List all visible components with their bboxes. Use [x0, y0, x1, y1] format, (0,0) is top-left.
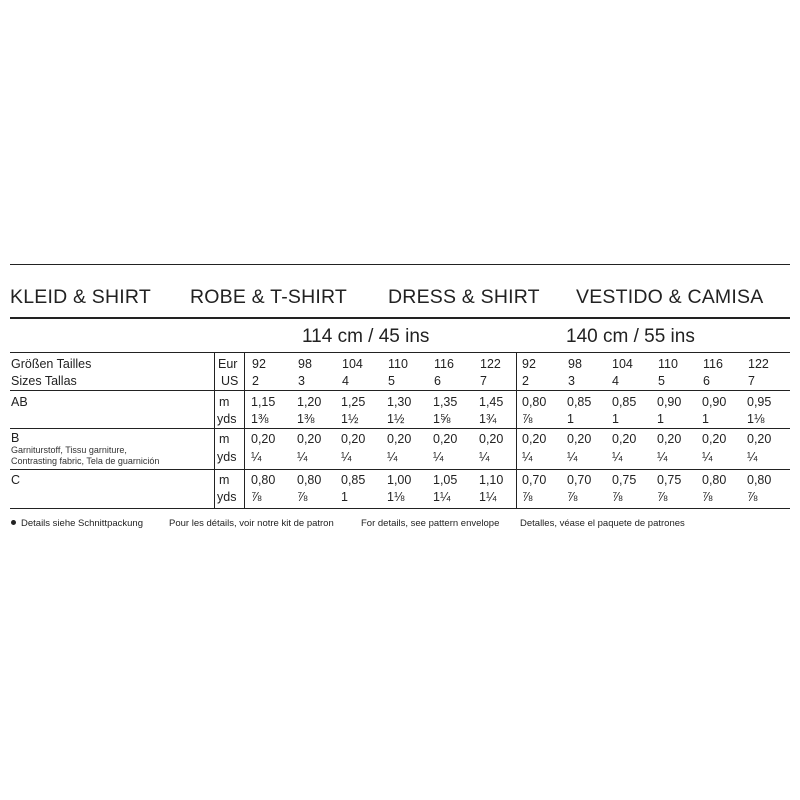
size-label-line2: Sizes Tallas [11, 374, 77, 388]
title-english: DRESS & SHIRT [388, 286, 540, 308]
size-us: 6 [434, 374, 441, 388]
yardage-yds: 1½ [341, 412, 359, 426]
sizes-rule [10, 390, 790, 391]
yardage-m: 0,85 [567, 395, 592, 409]
yardage-m: 1,10 [479, 473, 504, 487]
size-us: 6 [703, 374, 710, 388]
eur-label: Eur [218, 357, 238, 371]
size-eur: 122 [748, 357, 769, 371]
yardage-m: 0,20 [433, 432, 458, 446]
size-eur: 104 [342, 357, 363, 371]
size-eur: 116 [703, 357, 723, 371]
yardage-yds: ¼ [387, 450, 398, 464]
yardage-yds: ¼ [297, 450, 308, 464]
row-sublabel: Contrasting fabric, Tela de guarnición [11, 456, 160, 466]
yardage-yds: ⅞ [657, 490, 668, 504]
yardage-m: 0,80 [747, 473, 772, 487]
yardage-yds: ⅞ [251, 490, 262, 504]
yardage-yds: 1¼ [479, 490, 497, 504]
unit-column-divider [214, 352, 215, 508]
unit-yds: yds [217, 490, 237, 504]
yardage-yds: 1¼ [433, 490, 451, 504]
size-eur: 98 [298, 357, 312, 371]
yardage-yds: 1⅝ [433, 412, 451, 426]
size-us: 7 [480, 374, 487, 388]
size-eur: 110 [658, 357, 678, 371]
row-label: B [11, 431, 20, 445]
yardage-yds: 1½ [387, 412, 405, 426]
row-label: AB [11, 395, 28, 409]
size-eur: 92 [252, 357, 266, 371]
yardage-yds: 1 [567, 412, 574, 426]
yardage-yds: 1 [657, 412, 664, 426]
yardage-m: 0,85 [612, 395, 637, 409]
row-label: C [11, 473, 21, 487]
yardage-yds: ¼ [747, 450, 758, 464]
width-group-divider [516, 352, 517, 508]
footnote-french: Pour les détails, voir notre kit de patron [169, 518, 334, 529]
title-underline [10, 317, 790, 319]
yardage-m: 0,70 [567, 473, 592, 487]
footnote-spanish: Detalles, véase el paquete de patrones [520, 518, 685, 529]
yardage-yds: ⅞ [567, 490, 578, 504]
yardage-yds: ¼ [341, 450, 352, 464]
size-us: 4 [342, 374, 349, 388]
size-us: 7 [748, 374, 755, 388]
yardage-m: 1,25 [341, 395, 366, 409]
size-eur: 98 [568, 357, 582, 371]
bullet-icon [11, 520, 16, 525]
yardage-m: 0,95 [747, 395, 772, 409]
yardage-m: 0,20 [612, 432, 637, 446]
size-start-divider [244, 352, 245, 508]
size-us: 2 [252, 374, 259, 388]
yardage-yds: 1⅛ [747, 412, 765, 426]
yardage-m: 0,20 [479, 432, 504, 446]
yardage-yds: ⅞ [747, 490, 758, 504]
yardage-yds: ¼ [612, 450, 623, 464]
size-us: 2 [522, 374, 529, 388]
yardage-m: 0,80 [522, 395, 547, 409]
width-114-header: 114 cm / 45 ins [302, 326, 430, 347]
unit-m: m [219, 395, 230, 409]
top-rule [10, 264, 790, 265]
yardage-m: 1,45 [479, 395, 504, 409]
yardage-m: 0,20 [747, 432, 772, 446]
footnote-english: For details, see pattern envelope [361, 518, 500, 529]
yardage-yds: 1 [702, 412, 709, 426]
row-b-rule [10, 469, 790, 470]
yardage-m: 1,05 [433, 473, 458, 487]
yardage-yds: ⅞ [522, 490, 533, 504]
yardage-m: 0,20 [387, 432, 412, 446]
yardage-yds: ¼ [522, 450, 533, 464]
yardage-m: 1,00 [387, 473, 412, 487]
yardage-yds: ¼ [567, 450, 578, 464]
yardage-m: 0,80 [297, 473, 322, 487]
size-label-line1: Größen Tailles [11, 357, 92, 371]
footnote-german: Details siehe Schnittpackung [21, 518, 143, 529]
yardage-yds: ⅞ [522, 412, 533, 426]
size-us: 5 [658, 374, 665, 388]
yardage-m: 0,20 [657, 432, 682, 446]
yardage-m: 0,80 [251, 473, 276, 487]
yardage-m: 0,70 [522, 473, 547, 487]
yardage-m: 0,90 [702, 395, 727, 409]
unit-yds: yds [217, 450, 237, 464]
size-us: 3 [298, 374, 305, 388]
us-label: US [221, 374, 239, 388]
width-header-rule [10, 352, 790, 353]
yardage-yds: ¼ [657, 450, 668, 464]
title-german: KLEID & SHIRT [10, 286, 151, 308]
row-ab-rule [10, 428, 790, 429]
yardage-yds: ¼ [702, 450, 713, 464]
size-eur: 104 [612, 357, 633, 371]
yardage-yds: 1⅜ [297, 412, 315, 426]
size-eur: 92 [522, 357, 536, 371]
unit-m: m [219, 473, 230, 487]
yardage-yds: 1⅛ [387, 490, 405, 504]
yardage-m: 1,30 [387, 395, 412, 409]
yardage-yds: ⅞ [297, 490, 308, 504]
size-us: 5 [388, 374, 395, 388]
table-bottom-rule [10, 508, 790, 509]
yardage-yds: ¼ [433, 450, 444, 464]
yardage-m: 0,20 [251, 432, 276, 446]
yardage-m: 0,75 [612, 473, 637, 487]
yardage-m: 1,35 [433, 395, 458, 409]
yardage-m: 0,20 [297, 432, 322, 446]
yardage-yds: ⅞ [702, 490, 713, 504]
yardage-m: 0,20 [341, 432, 366, 446]
yardage-m: 0,75 [657, 473, 682, 487]
yardage-yds: 1¾ [479, 412, 497, 426]
title-spanish: VESTIDO & CAMISA [576, 286, 764, 308]
row-sublabel: Garniturstoff, Tissu garniture, [11, 445, 127, 455]
yardage-yds: ¼ [479, 450, 490, 464]
width-140-header: 140 cm / 55 ins [566, 326, 695, 347]
yardage-m: 0,20 [702, 432, 727, 446]
yardage-m: 0,20 [522, 432, 547, 446]
yardage-yds: ⅞ [612, 490, 623, 504]
yardage-yds: 1⅜ [251, 412, 269, 426]
yardage-m: 1,20 [297, 395, 322, 409]
size-eur: 110 [388, 357, 408, 371]
size-eur: 122 [480, 357, 501, 371]
yardage-m: 0,80 [702, 473, 727, 487]
yardage-yds: ¼ [251, 450, 262, 464]
yardage-m: 0,90 [657, 395, 682, 409]
yardage-m: 0,85 [341, 473, 366, 487]
unit-m: m [219, 432, 230, 446]
unit-yds: yds [217, 412, 237, 426]
yardage-yds: 1 [341, 490, 348, 504]
yardage-m: 1,15 [251, 395, 276, 409]
size-us: 3 [568, 374, 575, 388]
size-eur: 116 [434, 357, 454, 371]
yardage-m: 0,20 [567, 432, 592, 446]
size-us: 4 [612, 374, 619, 388]
yardage-yds: 1 [612, 412, 619, 426]
title-french: ROBE & T-SHIRT [190, 286, 348, 308]
